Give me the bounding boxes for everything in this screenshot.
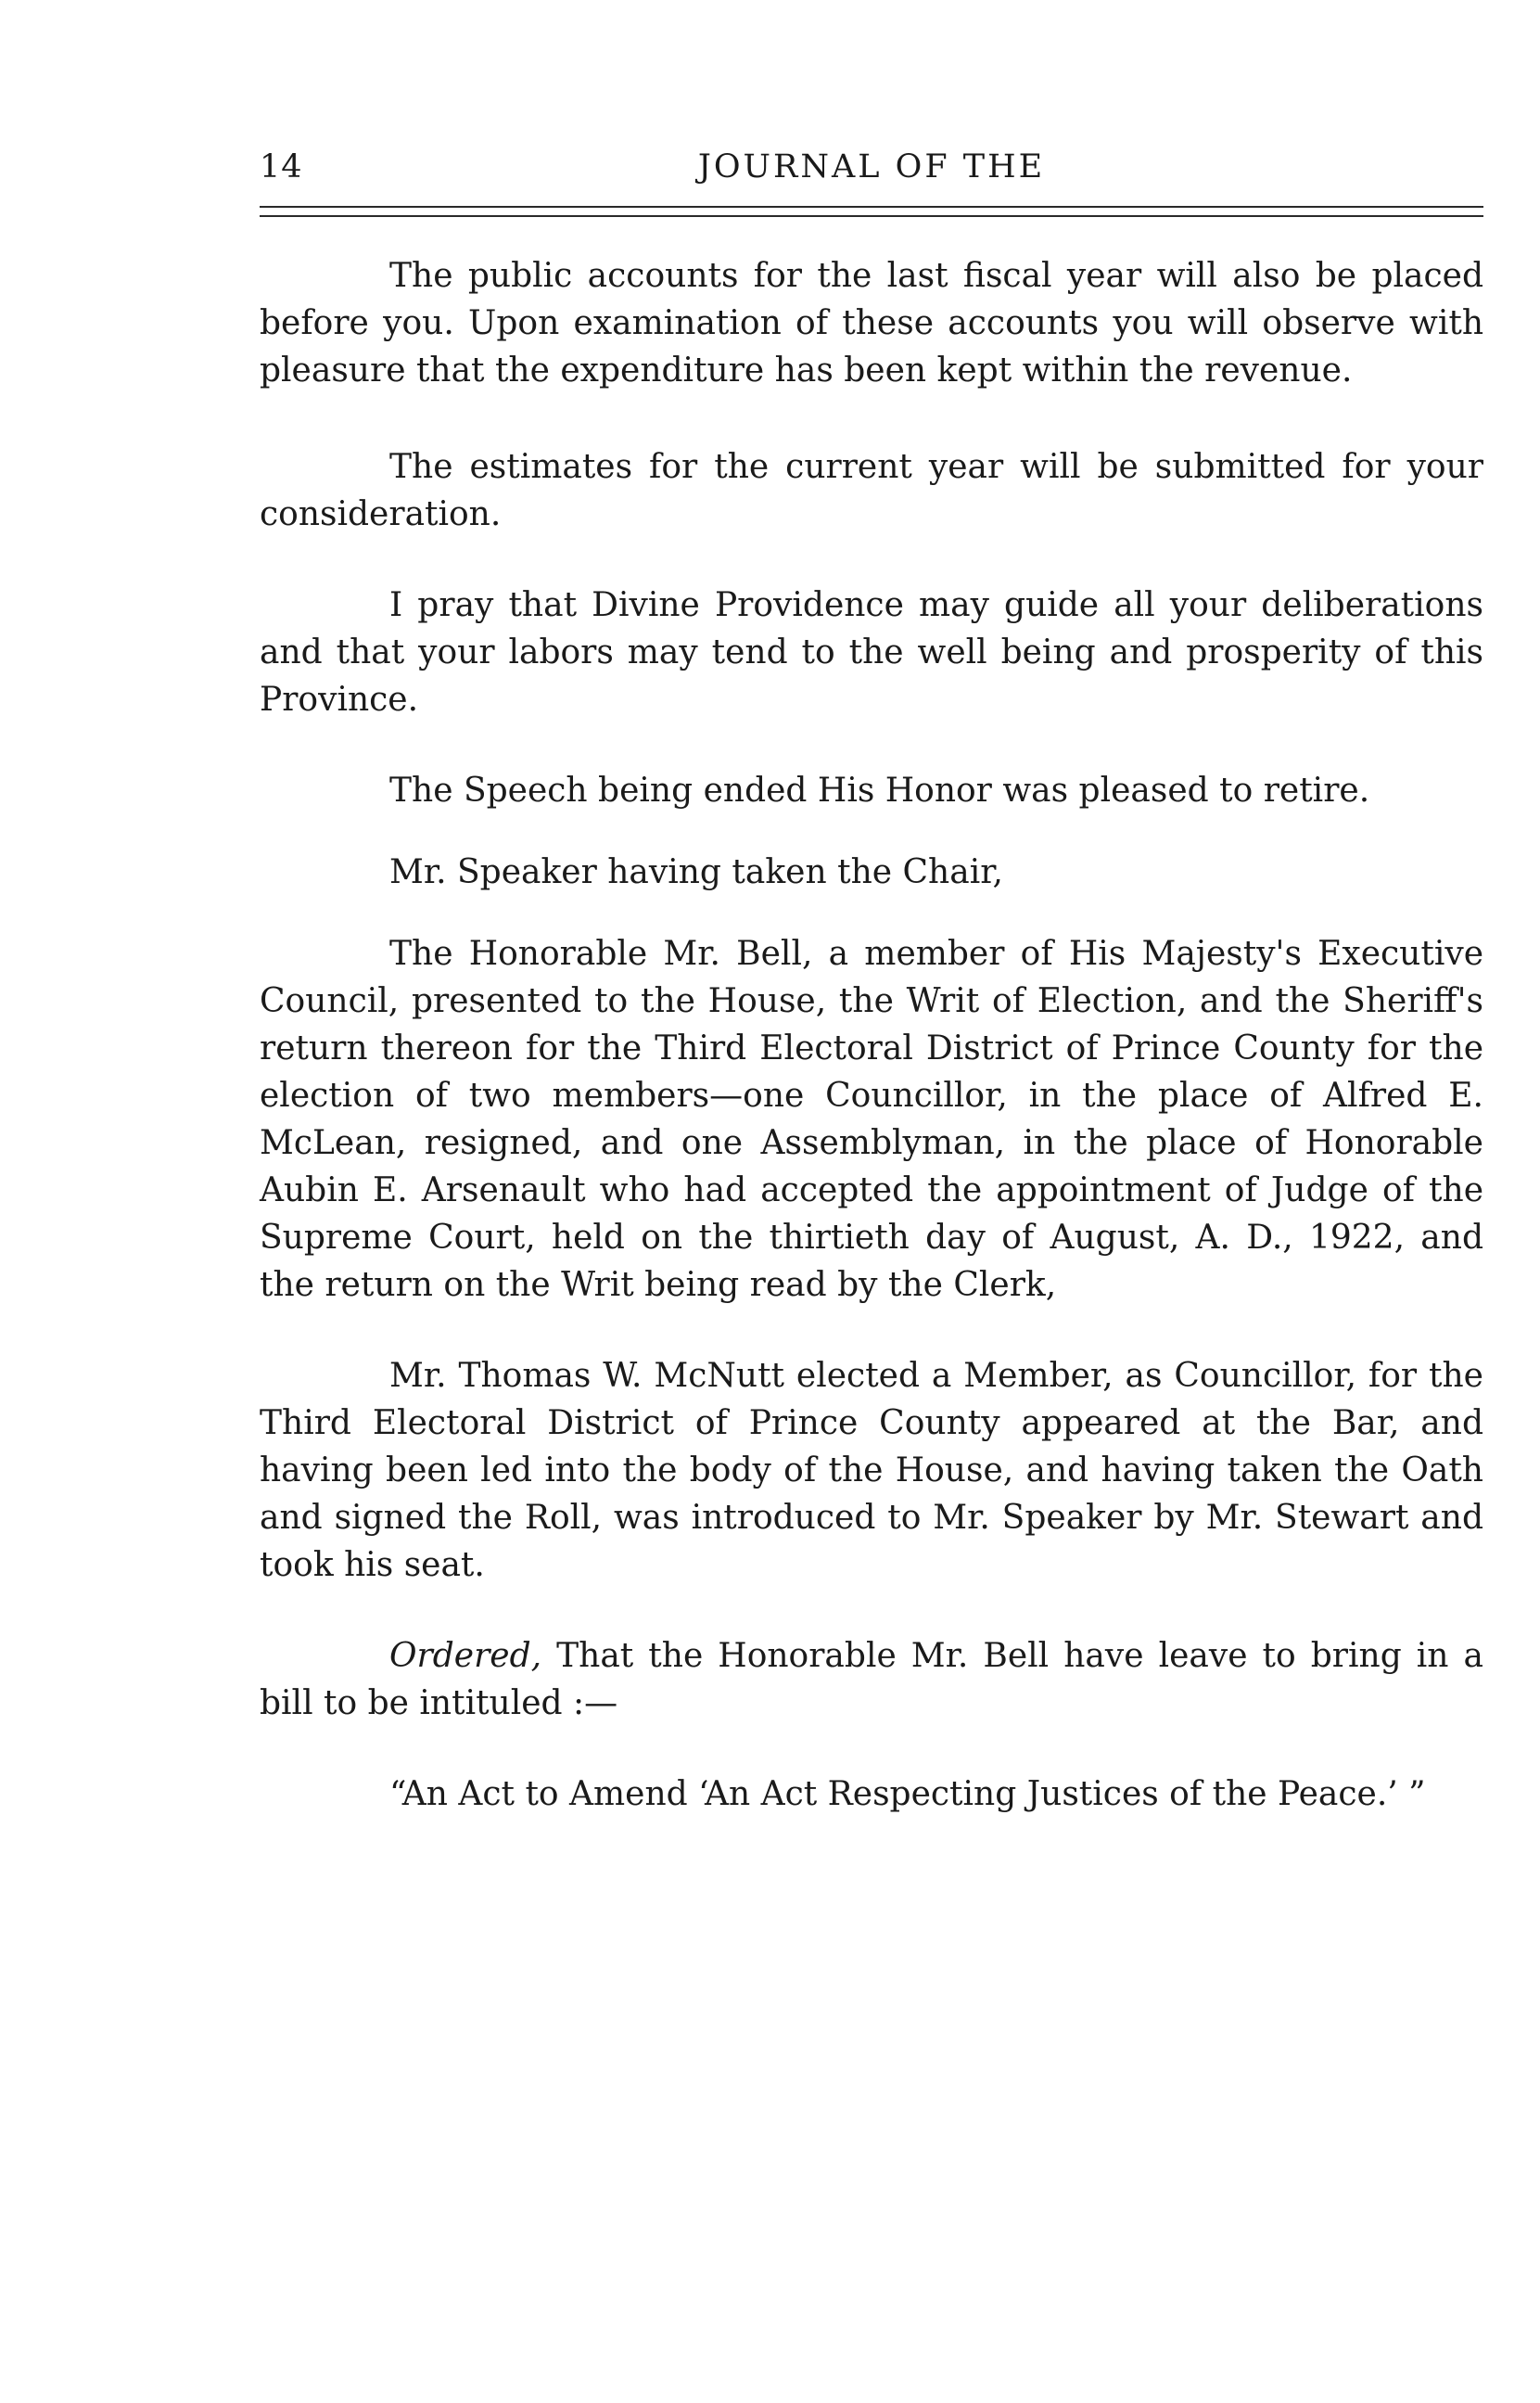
running-title: JOURNAL OF THE — [697, 148, 1046, 185]
page-number: 14 — [260, 148, 303, 185]
page-header — [260, 148, 1483, 195]
ordered-lead: Ordered, — [389, 1637, 542, 1675]
paragraph-speaker-chair: Mr. Speaker having taken the Chair, — [389, 853, 1003, 891]
paragraph-writ-of-election: The Honorable Mr. Bell, a member of His Majesty's Executive Council, presented to the House, the Writ of Election, and the Sheriff's return thereon for the Third Electoral District of Prince County for the election of two members—one Councillor, in the place of Alfred E. McLean, resigned, and one Assemblyman, in the place of Honorable Aubin E. Arsenault who had accepted the appointment of Judge of the Supreme Court, held on the thirtieth day of August, A. D., 1922, and the return on the Writ being read by the Clerk, — [260, 935, 1483, 1304]
header-rule-bottom — [260, 215, 1483, 217]
paragraph-act-title: “An Act to Amend ‘An Act Respecting Justices of the Peace.’ ” — [389, 1775, 1426, 1813]
paragraph-public-accounts: The public accounts for the last fiscal year will also be placed before you. Upon examination of these accounts you will observe with pleasure that the expenditure has been kept within the revenue. — [260, 257, 1483, 390]
header-rule-top — [260, 206, 1483, 208]
paragraph-mcnutt-elected: Mr. Thomas W. McNutt elected a Member, as Councillor, for the Third Electoral District of Prince County appeared at the Bar, and having been led into the body of the House, and having taken the Oath and signed the Roll, was introduced to Mr. Speaker by Mr. Stewart and took his seat. — [260, 1357, 1483, 1584]
paragraph-ordered — [260, 1632, 1483, 1727]
paragraph-prayer: I pray that Divine Providence may guide all your deliberations and that your labors may tend to the well being and prosperity of this Province. — [260, 586, 1483, 719]
paragraph-speech-ended: The Speech being ended His Honor was pleased to retire. — [389, 772, 1370, 810]
paragraph-estimates: The estimates for the current year will be submitted for your consideration. — [260, 448, 1483, 533]
body-text — [260, 252, 1483, 1818]
ordered-text: That the Honorable Mr. Bell have leave to bring in a bill to be intituled :— — [260, 1637, 1483, 1722]
